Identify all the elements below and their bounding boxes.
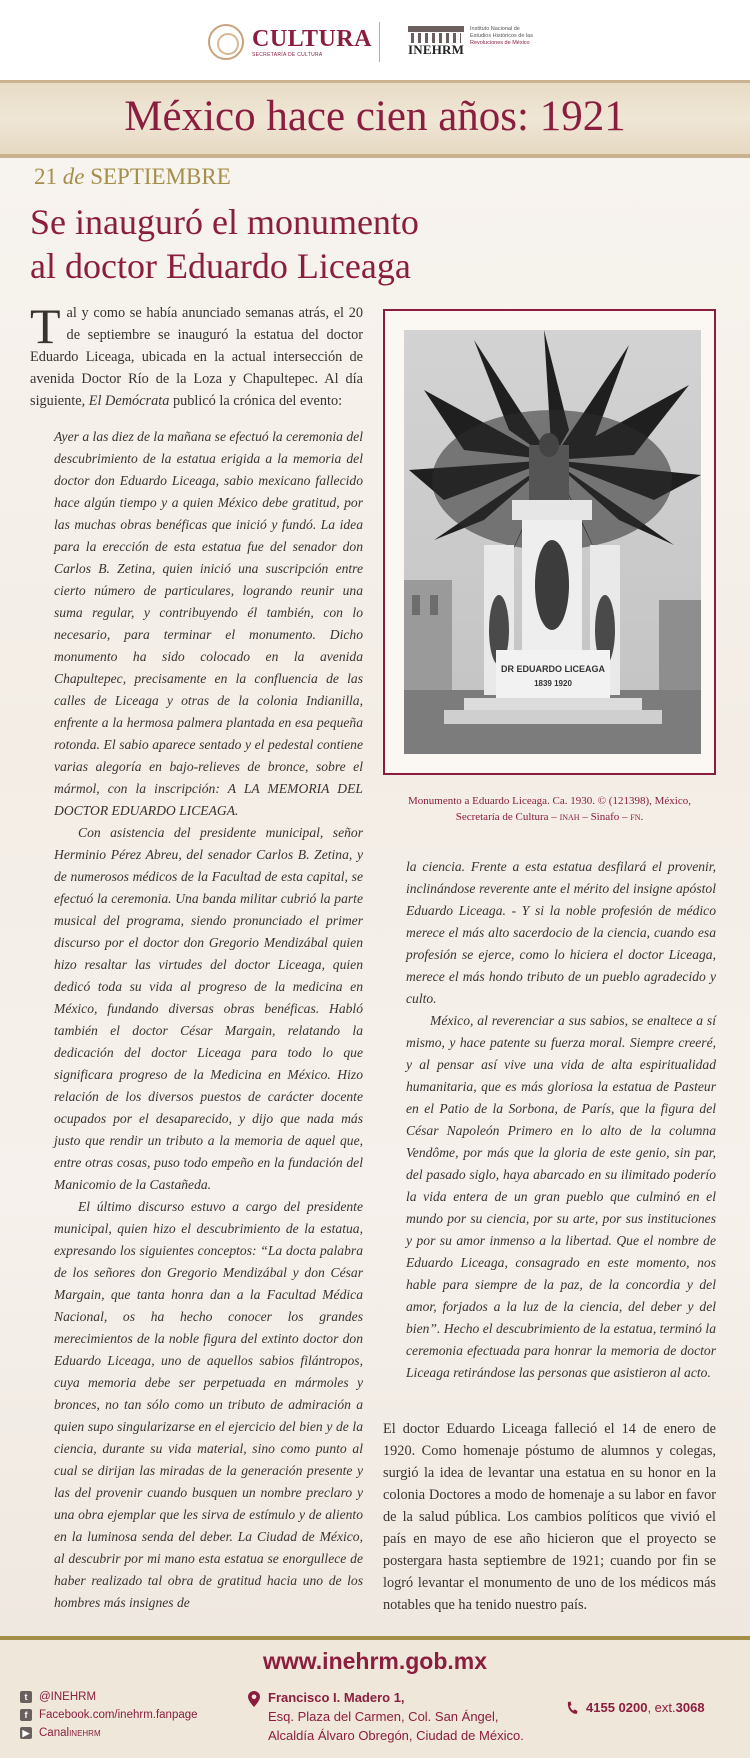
phone-number[interactable]: 4155 0200 , ext. 3068: [566, 1700, 705, 1715]
page-title: México hace cien años: 1921: [124, 93, 626, 140]
drop-cap: T: [30, 298, 61, 354]
quote-paragraph: Con asistencia del presidente municipal, señor Herminio Pérez Abreu, del senador Carlos B. Zetina, y de numerosos médicos de la Facultad de esta capital, se efectuó la ceremonia. Una banda militar cubrió la parte musical del programa, siendo pronunciado el primer discurso por el doctor don Gregorio Mendizábal quien hizo resaltar las virtudes del doctor Liceaga, quien dedicó toda su vida al progreso de la medicina en México, fundando diversas obras benéficas. Habló también el doctor César Margain, relatando la dedicación del doctor Liceaga para todo lo que significara progreso de la Medicina en México. Hizo relación de los diversos puestos de carácter docente ocupados por el desaparecido, y dijo que nada más justo que rendir un tributo a la memoria de aquel que, entre otras cosas, puso todo empeño en la fundación del Manicomio de la Castañeda.: [54, 825, 363, 1192]
quote-right: [406, 856, 716, 1384]
photo-frame: [383, 309, 716, 775]
closing-paragraph: El doctor Eduardo Liceaga falleció el 14 de enero de 1920. Como homenaje póstumo de alumnos y colegas, surgió la idea de levantar una estatua en su honor en la colonia Doctores a modo de homenaje a su labor en favor de la salud pública. Los cambios políticos que vivió el país en mayo de ese año hicieron que el proyecto se postergara hasta septiembre de 1921; cuando por fin se logró levantar el monumento de uno de los médicos más notables que ha tenido nuestro país.: [383, 1421, 716, 1613]
social-youtube[interactable]: ▶ Canal inehrm: [20, 1724, 198, 1742]
twitter-icon: t: [20, 1691, 32, 1703]
social-twitter[interactable]: t @INEHRM: [20, 1688, 198, 1706]
photo-caption: Monumento a Eduardo Liceaga. Ca. 1930. © (121398), México, Secretaría de Cultura – inah – Sinafo – fn.: [408, 795, 691, 823]
quote-paragraph: México, al reverenciar a sus sabios, se enaltece a sí mismo, y hace patente su fuerza moral. Siempre creeré, y al pensar así vive una vida de alta espiritualidad humanitaria, que es más gloriosa la estatua de Pasteur en el Patio de la Sorbona, de París, que la figura del César Napoleón Primero en lo alto de la columna Vendôme, por más que la gloria de este genio, sin par, del pasado siglo, haya abarcado en su ilimitado poderío la vida entera de un gran pueblo que culminó en el mundo por su ciencia, por su arte, por sus instituciones y por su amor inmenso a la libertad. Que el nombre de Eduardo Liceaga, consagrado en este momento, nos hable para siempre de la paz, de la concordia y del amor, forjados a la luz de la ciencia, del deber y del bien”. Hecho el descubrimiento de la estatua, terminó la ceremonia efectuada para honrar la memoria de doctor Liceaga retirándose las personas que asistieron al acto.: [406, 1013, 716, 1380]
cultura-wordmark: CULTURA: [252, 25, 372, 52]
social-links: [20, 1688, 198, 1742]
top-bar: [0, 0, 750, 80]
date-line: [34, 164, 231, 190]
quote-paragraph: Ayer a las diez de la mañana se efectuó la ceremonia del descubrimiento de la estatua erigida a la memoria del doctor don Eduardo Liceaga, sabio mexicano fallecido hace algún tiempo y a quien México debe gratitud, por las muchas obras benéficas que inició y fundó. La idea para la erección de esta estatua fue del senador don Carlos B. Zetina, quien inició una suscripción entre cierto número de particulares, logrando reunir una suma regular, y contribuyendo él también, con lo necesario, para terminar el monumento. Dicho monumento ha sido colocado en la avenida Chapultepec, precisamente en la confluencia de las calles de Liceaga y otras de la colonia Indianilla, enfrente a la hermosa palmera plantada en esa pequeña rotonda. El sabio aparece sentado y el pedestal contiene varias alegoría en bajo-relieves de bronce, sobre el mármol, con la inscripción: A LA MEMORIA DEL DOCTOR EDUARDO LICEAGA.: [54, 429, 363, 818]
quote-paragraph: la ciencia. Frente a esta estatua desfilará el provenir, inclinándose reverente ante el mérito del insigne apóstol Eduardo Liceaga. - Y si la noble profesión de médico merece el más alto sacerdocio de la ciencia, cuando esa profesión se ejerce, como lo hiciera el doctor Liceaga, merece el más hondo tributo de un pueblo agradecido y culto.: [406, 859, 716, 1006]
building-icon: [408, 26, 464, 56]
website-link[interactable]: www.inehrm.gob.mx: [262, 1648, 488, 1674]
inehrm-fullname: Instituto Nacional de Estudios Históricos de las Revoluciones de México: [470, 26, 533, 46]
cultura-subtitle: SECRETARÍA DE CULTURA: [252, 51, 323, 58]
logo-divider: [379, 22, 380, 62]
address: Francisco I. Madero 1, Esq. Plaza del Carmen, Col. San Ángel, Alcaldía Álvaro Obregón, Ciudad de México.: [248, 1688, 524, 1745]
headline: Se inauguró el monumento al doctor Eduardo Liceaga: [30, 202, 419, 286]
photo-inscription: DR EDUARDO LICEAGA: [500, 664, 606, 674]
quote-paragraph: El último discurso estuvo a cargo del presidente municipal, quien hizo el descubrimiento de la estatua, expresando los siguientes conceptos: “La docta palabra de los señores don Gregorio Mendizábal y don César Margain, que tanta honra dan a la Facultad Médica Nacional, os ha hecho conocer los grandes merecimientos de la noble figura del extinto doctor don Eduardo Liceaga, uno de aquellos sabios filántropos, cuya memoria debe ser perpetuada en mármoles y bronces, no tan sólo como un tributo de admiración a quien supo singularizarse en el ejercicio del bien y de la ciencia, durante su vida material, sino como punto al cual se dirijan las miradas de la generación presente y las del provenir cuando busquen un nombre preclaro y una obra ejemplar que les sirva de estímulo y de aliento en la luminosa senda del deber. La Ciudad de México, al descubrir por mi mano esta estatua se enorgullece de haber realizado tal obra de gratitud hacia uno de los hombres más insignes de: [54, 1199, 363, 1610]
phone-icon: [566, 1701, 578, 1715]
facebook-icon: f: [20, 1709, 32, 1721]
eagle-seal-icon: [208, 24, 244, 60]
left-column: [30, 298, 363, 1614]
date-de: de: [62, 164, 85, 189]
social-facebook[interactable]: f Facebook.com/inehrm.fanpage: [20, 1706, 198, 1724]
monument-photo: [404, 330, 701, 754]
publication-name: El Demócrata: [88, 393, 170, 409]
quote-left: [54, 426, 363, 1614]
location-pin-icon: [248, 1691, 260, 1707]
date-day: 21: [34, 164, 57, 189]
inehrm-logo: [408, 26, 533, 56]
intro-paragraph: Tal y como se había anunciado semanas atrás, el 20 de septiembre se inauguró la estatua del doctor Eduardo Liceaga, ubicada en la actual intersección de avenida Doctor Río de la Loza y Chapultepec. Al día siguiente, El Demócrata publicó la crónica del evento:: [30, 298, 363, 409]
date-month: SEPTIEMBRE: [90, 164, 231, 189]
cultura-logo: [208, 22, 372, 62]
youtube-icon: ▶: [20, 1727, 32, 1739]
inehrm-wordmark: INEHRM: [408, 42, 465, 57]
photo-inscription-years: 1839 1920: [534, 679, 572, 688]
